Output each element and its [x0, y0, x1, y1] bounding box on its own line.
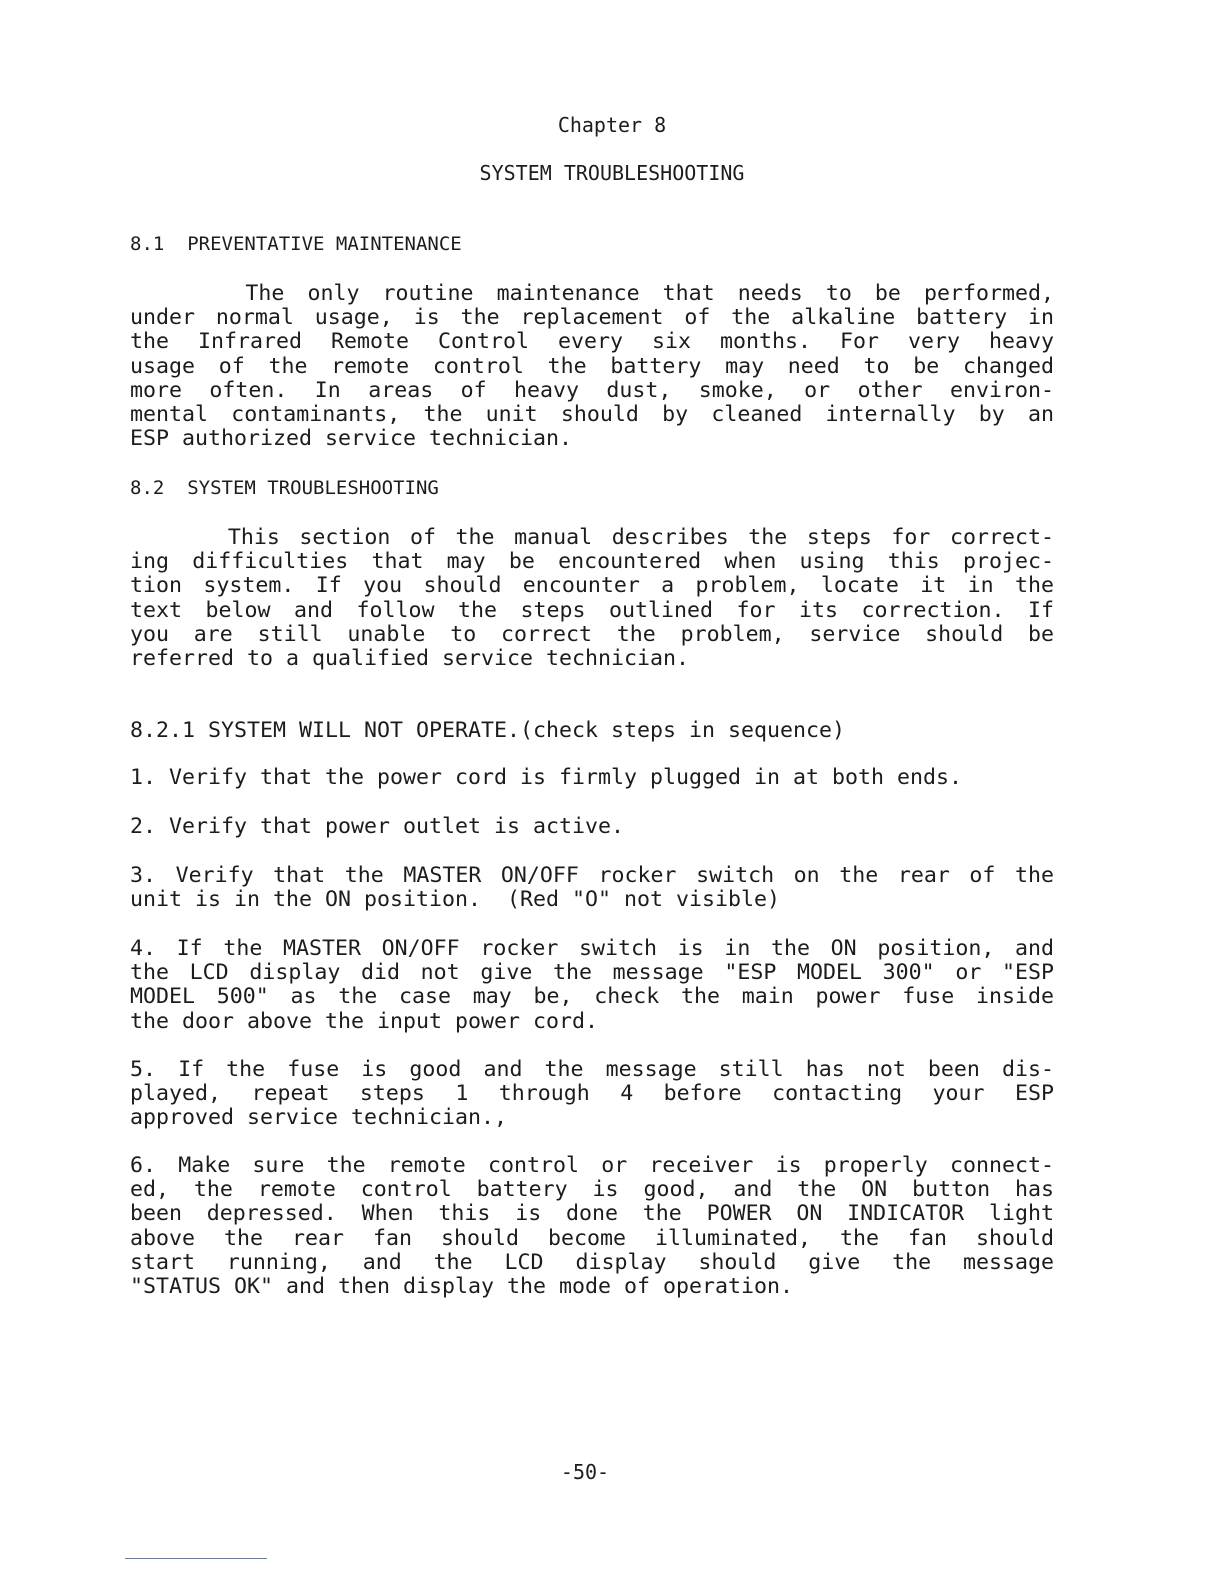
text-line: under normal usage, is the replacement of the alkaline battery in [130, 305, 1054, 331]
text-line: ing difficulties that may be encountered when using this projec- [130, 549, 1054, 575]
text-line: referred to a qualified service technician. [130, 646, 690, 672]
text-line: ESP authorized service technician. [130, 426, 573, 452]
troubleshooting-intro-paragraph [130, 526, 1054, 671]
page-number: -50- [560, 1460, 610, 1484]
step-5 [130, 1058, 1054, 1131]
text-line: 5. If the fuse is good and the message still has not been dis- [130, 1057, 1054, 1082]
text-line: MODEL 500" as the case may be, check the main power fuse inside [130, 984, 1054, 1010]
section-heading-8-2: 8.2 SYSTEM TROUBLESHOOTING [130, 477, 439, 499]
section-heading-8-1: 8.1 PREVENTATIVE MAINTENANCE [130, 233, 462, 255]
step-2: 2. Verify that power outlet is active. [130, 814, 625, 839]
text-line: above the rear fan should become illuminated, the fan should [130, 1225, 1054, 1251]
step-4 [130, 937, 1054, 1034]
text-line: unit is in the ON position. (Red "O" not visible) [130, 887, 781, 913]
text-line: the LCD display did not give the message "ESP MODEL 300" or "ESP [130, 960, 1054, 986]
step-3 [130, 864, 1054, 912]
step-1: 1. Verify that the power cord is firmly plugged in at both ends. [130, 765, 963, 790]
maintenance-paragraph [130, 282, 1054, 451]
text-line: tion system. If you should encounter a problem, locate it in the [130, 573, 1054, 599]
text-line: This section of the manual describes the steps for correct- [130, 525, 1054, 550]
chapter-title: SYSTEM TROUBLESHOOTING [479, 161, 745, 185]
text-line: more often. In areas of heavy dust, smoke, or other environ- [130, 377, 1054, 403]
text-line: 4. If the MASTER ON/OFF rocker switch is in the ON position, and [130, 936, 1054, 961]
text-line: mental contaminants, the unit should by cleaned internally by an [130, 402, 1054, 428]
text-line: the door above the input power cord. [130, 1008, 599, 1034]
text-line: "STATUS OK" and then display the mode of operation. [130, 1274, 794, 1300]
section-heading-8-2-1: 8.2.1 SYSTEM WILL NOT OPERATE.(check steps in sequence) [130, 718, 846, 743]
text-line: 6. Make sure the remote control or receiver is properly connect- [130, 1153, 1054, 1178]
text-line: The only routine maintenance that needs to be performed, [130, 281, 1054, 306]
text-line: ed, the remote control battery is good, and the ON button has [130, 1177, 1054, 1203]
text-line: you are still unable to correct the problem, service should be [130, 621, 1054, 647]
text-line: the Infrared Remote Control every six months. For very heavy [130, 329, 1054, 355]
text-line: usage of the remote control the battery may need to be changed [130, 353, 1054, 379]
text-line: start running, and the LCD display should give the message [130, 1249, 1054, 1275]
step-6 [130, 1154, 1054, 1299]
text-line: been depressed. When this is done the POWER ON INDICATOR light [130, 1201, 1054, 1227]
text-line: text below and follow the steps outlined for its correction. If [130, 597, 1054, 623]
chapter-label: Chapter 8 [557, 113, 667, 137]
footer-rule [125, 1558, 267, 1559]
text-line: 3. Verify that the MASTER ON/OFF rocker switch on the rear of the [130, 863, 1054, 888]
text-line: played, repeat steps 1 through 4 before contacting your ESP [130, 1081, 1054, 1107]
text-line: approved service technician., [130, 1105, 508, 1131]
